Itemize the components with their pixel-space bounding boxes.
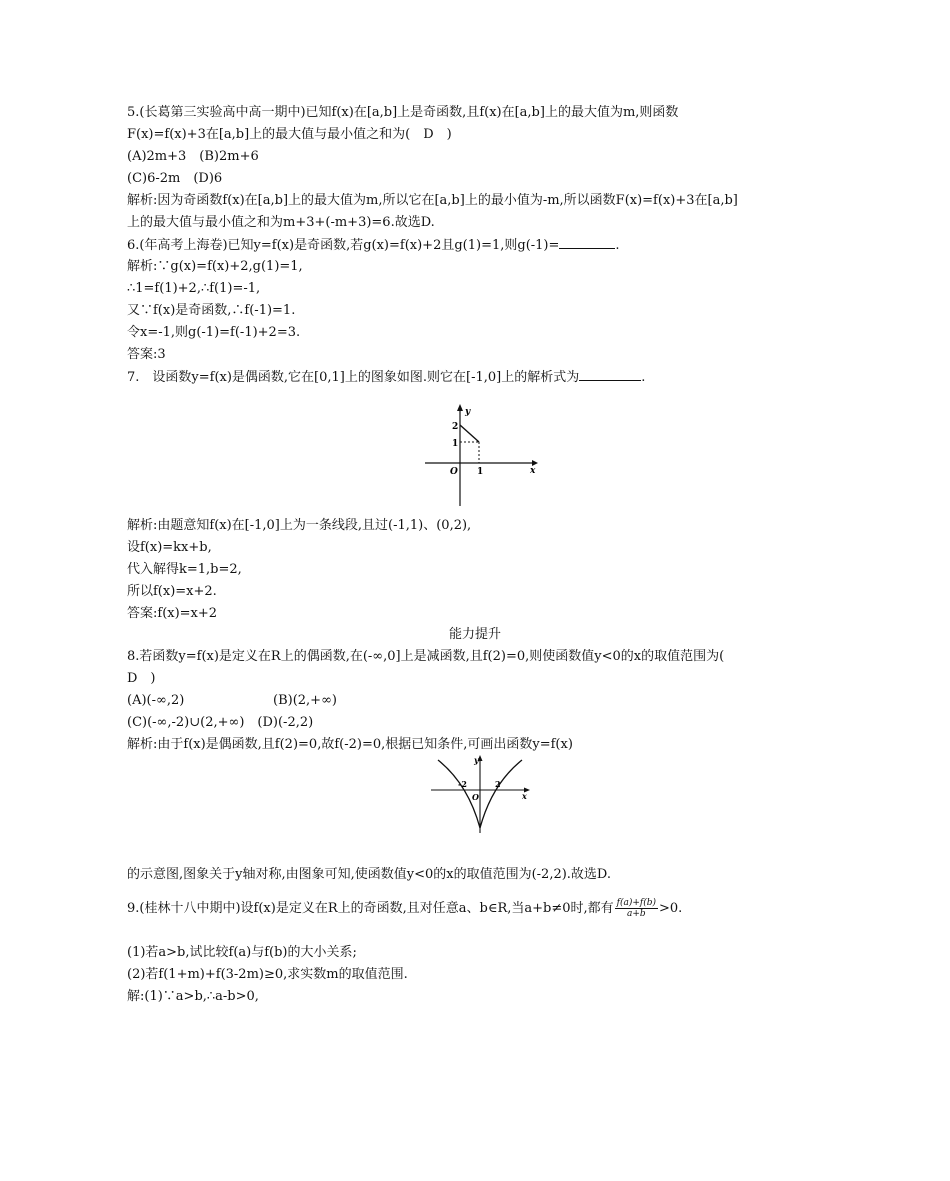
problem-7-question-end: . (641, 370, 646, 385)
option-b: (B)(2,+∞) (273, 693, 337, 708)
y-axis-arrow (457, 404, 463, 411)
right-branch (480, 760, 522, 828)
problem-5-options-1: (A)2m+3 (B)2m+6 (127, 149, 259, 164)
problem-5-solution-1: 解析:因为奇函数f(x)在[a,b]上的最大值为m,所以它在[a,b]上的最小值为-m,所以函数F(x)=f(x)+3在[a,b] (127, 193, 738, 208)
problem-9-solution-1: 解:(1)∵a>b,∴a-b>0, (127, 989, 259, 1004)
answer-blank (579, 369, 641, 381)
problem-6-solution-4: 令x=-1,则g(-1)=f(-1)+2=3. (127, 325, 301, 340)
problem-9-question (127, 898, 682, 920)
figure-even-function-graph (428, 754, 534, 834)
origin-label: O (450, 467, 458, 477)
origin-label: O (472, 792, 479, 802)
x-axis-label: x (530, 466, 536, 476)
x-tick-neg2: -2 (458, 779, 467, 789)
problem-6-solution-2: ∴1=f(1)+2,∴f(1)=-1, (127, 281, 261, 296)
section-title: 能力提升 (448, 627, 501, 642)
problem-9-part-2: (2)若f(1+m)+f(3-2m)≥0,求实数m的取值范围. (127, 967, 408, 982)
problem-6-solution-3: 又∵f(x)是奇函数,∴f(-1)=1. (127, 303, 296, 318)
problem-7-solution-3: 代入解得k=1,b=2, (127, 562, 242, 577)
problem-5-line-2: F(x)=f(x)+3在[a,b]上的最大值与最小值之和为( D ) (127, 127, 452, 142)
y-tick-1: 1 (452, 439, 459, 449)
fraction-numerator: f(a)+f(b) (616, 898, 657, 908)
problem-9-question-end: >0. (659, 901, 683, 916)
graph-segment (460, 425, 479, 442)
problem-6-solution-1: 解析:∵g(x)=f(x)+2,g(1)=1, (127, 259, 303, 274)
problem-6-question-end: . (615, 238, 620, 253)
problem-7-solution-2: 设f(x)=kx+b, (127, 540, 212, 555)
x-tick-1: 1 (477, 467, 484, 477)
problem-7-answer: 答案:f(x)=x+2 (127, 606, 218, 621)
problem-8-question-1: 8.若函数y=f(x)是定义在R上的偶函数,在(-∞,0]上是减函数,且f(2)=0,则使函数值y<0的x的取值范围为( (127, 649, 725, 664)
inequality-fraction (615, 898, 658, 919)
answer-blank (559, 237, 615, 249)
problem-8-options-2: (C)(-∞,-2)∪(2,+∞) (D)(-2,2) (127, 715, 314, 730)
problem-8-options-1 (127, 693, 337, 709)
y-axis-label: y (474, 755, 479, 765)
problem-5-options-2: (C)6-2m (D)6 (127, 171, 223, 186)
problem-7-question (127, 369, 645, 386)
x-axis-label: x (522, 791, 527, 801)
problem-7-solution-4: 所以f(x)=x+2. (127, 584, 217, 599)
y-axis-label: y (465, 407, 471, 417)
problem-6-question (127, 237, 620, 254)
x-tick-2: 2 (495, 779, 501, 789)
problem-8-question-2: D ) (127, 671, 156, 686)
problem-6-question-text: 6.(年高考上海卷)已知y=f(x)是奇函数,若g(x)=f(x)+2且g(1)=1,则g(-1)= (127, 238, 560, 253)
problem-9-question-text: 9.(桂林十八中期中)设f(x)是定义在R上的奇函数,且对任意a、b∈R,当a+b≠0时,都有 (127, 901, 614, 916)
problem-6-answer: 答案:3 (127, 347, 166, 362)
problem-8-solution-1: 解析:由于f(x)是偶函数,且f(2)=0,故f(-2)=0,根据已知条件,可画出函数y=f(x) (127, 737, 573, 752)
option-a: (A)(-∞,2) (127, 693, 185, 708)
problem-5-solution-2: 上的最大值与最小值之和为m+3+(-m+3)=6.故选D. (127, 215, 435, 230)
problem-8-solution-2: 的示意图,图象关于y轴对称,由图象可知,使函数值y<0的x的取值范围为(-2,2).故选D. (127, 867, 612, 882)
problem-7-question-text: 7. 设函数y=f(x)是偶函数,它在[0,1]上的图象如图.则它在[-1,0]上的解析式为 (127, 370, 580, 385)
y-tick-2: 2 (452, 422, 459, 432)
figure-segment-graph (420, 402, 540, 508)
problem-7-solution-1: 解析:由题意知f(x)在[-1,0]上为一条线段,且过(-1,1)、(0,2), (127, 518, 472, 533)
fraction-denominator: a+b (626, 909, 646, 919)
problem-5-line-1: 5.(长葛第三实验高中高一期中)已知f(x)在[a,b]上是奇函数,且f(x)在[a,b]上的最大值为m,则函数 (127, 105, 679, 120)
problem-9-part-1: (1)若a>b,试比较f(a)与f(b)的大小关系; (127, 945, 357, 960)
